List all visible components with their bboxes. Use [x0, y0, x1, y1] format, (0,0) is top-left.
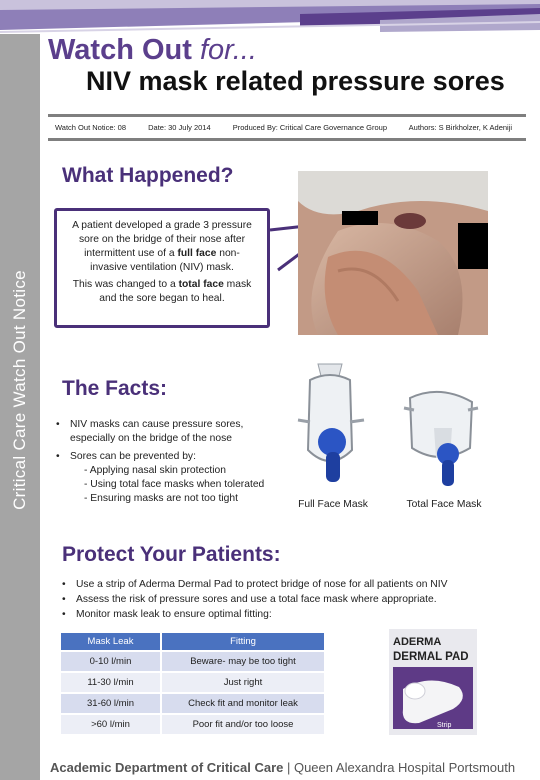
list-item: • Assess the risk of pressure sores and use a total face mask where appropriate.: [62, 593, 512, 606]
total-face-mask-caption: Total Face Mask: [406, 499, 482, 510]
column-header: Fitting: [162, 633, 324, 650]
facts-heading: The Facts:: [62, 377, 168, 400]
footer: [50, 760, 515, 775]
table-row: [61, 652, 324, 671]
protect-list: [62, 578, 512, 623]
pressure-sore-photo: [298, 171, 488, 335]
incident-paragraph-1: A patient developed a grade 3 pressure sore on the bridge of their nose after intermittent use of a full face non-invasive ventilation (NIV) mask.: [72, 220, 252, 273]
product-tag: Strip: [437, 722, 452, 729]
column-header: Mask Leak: [61, 633, 162, 650]
notice-producer: Produced By: Critical Care Governance Group: [232, 123, 387, 132]
full-face-mask-image: [290, 360, 370, 492]
table-row: [61, 694, 324, 713]
table-header-row: [61, 633, 324, 650]
aderma-dermal-pad-image: [389, 629, 477, 735]
table-cell: Check fit and monitor leak: [162, 694, 324, 713]
list-item: • NIV masks can cause pressure sores, especially on the bridge of the nose: [56, 418, 286, 446]
footer-separator: |: [283, 760, 294, 775]
title-watch-out: [48, 34, 257, 67]
table-cell: Beware- may be too tight: [162, 652, 324, 671]
side-label: Critical Care Watch Out Notice: [10, 270, 29, 510]
list-item: • Monitor mask leak to ensure optimal fitting:: [62, 608, 512, 621]
facts-list: [56, 418, 286, 510]
full-face-mask-caption: Full Face Mask: [298, 499, 368, 510]
sub-item: - Ensuring masks are not too tight: [84, 493, 238, 504]
table-cell: 11-30 l/min: [61, 673, 162, 692]
table-row: [61, 673, 324, 692]
table-cell: Poor fit and/or too loose: [162, 715, 324, 734]
title-bold: Watch Out: [48, 34, 192, 66]
notice-meta: [55, 123, 532, 132]
product-brand: ADERMA: [393, 636, 442, 648]
table-cell: >60 l/min: [61, 715, 162, 734]
list-item: • Use a strip of Aderma Dermal Pad to protect bridge of nose for all patients on NIV: [62, 578, 512, 591]
divider-bottom: [48, 138, 526, 141]
total-face-mask-image: [400, 388, 480, 492]
mask-leak-table: [61, 631, 324, 736]
incident-paragraph-2: This was changed to a total face mask and the sore began to heal.: [72, 279, 252, 304]
divider-top: [48, 114, 526, 117]
table-cell: 0-10 l/min: [61, 652, 162, 671]
notice-date: Date: 30 July 2014: [148, 123, 211, 132]
title-italic: for...: [199, 34, 257, 66]
product-name: DERMAL PAD: [393, 651, 469, 663]
incident-callout: [54, 208, 270, 328]
protect-heading: Protect Your Patients:: [62, 543, 281, 566]
table-row: [61, 715, 324, 734]
sub-item: - Using total face masks when tolerated: [84, 479, 265, 490]
notice-number: Watch Out Notice: 08: [55, 123, 127, 132]
what-happened-heading: What Happened?: [62, 164, 234, 187]
header-banner-graphic: [0, 0, 540, 34]
page-title: NIV mask related pressure sores: [86, 66, 505, 96]
notice-authors: Authors: S Birkholzer, K Adeniji: [408, 123, 513, 132]
table-cell: Just right: [162, 673, 324, 692]
footer-department: Academic Department of Critical Care: [50, 760, 284, 775]
sub-item: - Applying nasal skin protection: [84, 465, 226, 476]
footer-hospital: Queen Alexandra Hospital Portsmouth: [293, 760, 516, 775]
table-cell: 31-60 l/min: [61, 694, 162, 713]
list-item: • Sores can be prevented by: - Applying nasal skin protection - Using total face masks when tolerated - Ensuring masks are not too tight: [56, 450, 286, 506]
